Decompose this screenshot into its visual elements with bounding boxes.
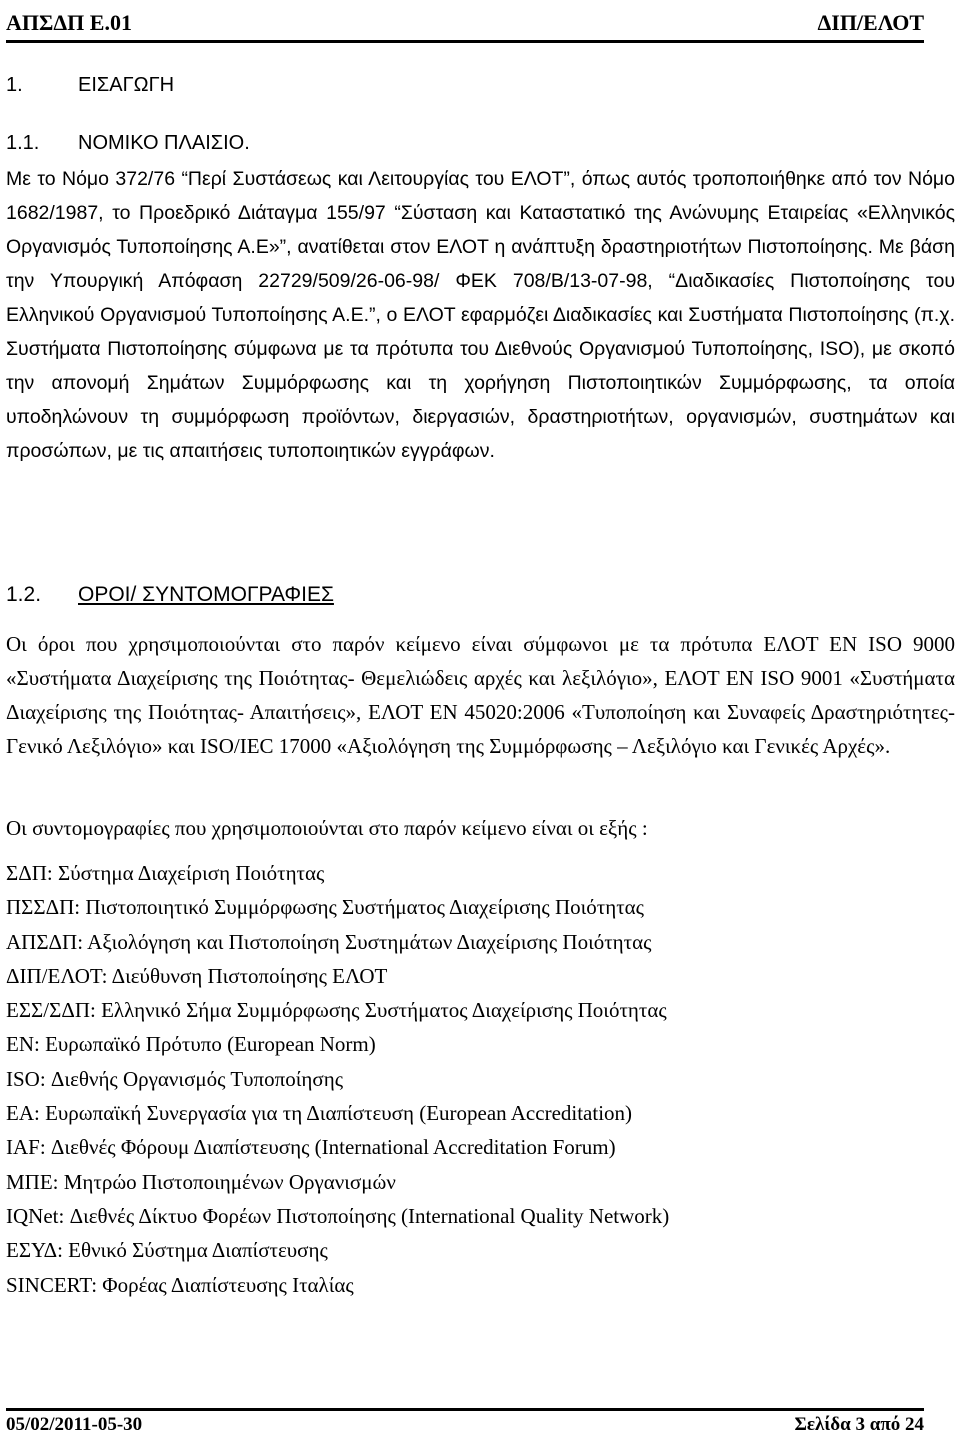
legal-framework-paragraph: Με το Νόμο 372/76 “Περί Συστάσεως και Λειτουργίας του ΕΛΟΤ”, όπως αυτός τροποποιήθηκε από τον Νόμο 1682/1987, το Προεδρικό Διάταγμα 155/97 “Σύσταση και Καταστατικό της Ανώνυμης Εταιρείας «Ελληνικός Οργανισμός Τυποποίησης Α.Ε»”, ανατίθεται στον ΕΛΟΤ η ανάπτυξη δραστηριοτήτων Πιστοποίησης. Με βάση την Υπουργική Απόφαση 22729/509/26-06-98/ ΦΕΚ 708/Β/13-07-98, “Διαδικασίες Πιστοποίησης του Ελληνικού Οργανισμού Τυποποίησης Α.Ε.”, ο ΕΛΟΤ εφαρμόζει Διαδικασίες και Συστήματα Πιστοποίησης (π.χ. Συστήματα Πιστοποίησης σύμφωνα με τα πρότυπα του Διεθνούς Οργανισμού Τυποποίησης, ISO), με σκοπό την απονομή Σημάτων Συμμόρφωσης και τη χορήγηση Πιστοποιητικών Συμμόρφωσης, τα οποία υποδηλώνουν τη συμμόρφωση προϊόντων, διεργασιών, δραστηριοτήτων, οργανισμών, συστημάτων και προσώπων, με τις απαιτήσεις τυποποιητικών εγγράφων. bbox=[6, 168, 955, 462]
abbreviation-item: ΑΠΣΔΠ: Αξιολόγηση και Πιστοποίηση Συστημάτων Διαχείρισης Ποιότητας bbox=[6, 929, 652, 954]
abbreviations-list bbox=[6, 856, 955, 1302]
section-title: ΝΟΜΙΚΟ ΠΛΑΙΣΙΟ. bbox=[78, 132, 250, 154]
page-footer bbox=[6, 1408, 924, 1435]
abbreviation-item: ΔΙΠ/ΕΛΟΤ: Διεύθυνση Πιστοποίησης ΕΛΟΤ bbox=[6, 963, 388, 988]
section-heading-legal-framework bbox=[6, 132, 250, 155]
section-heading-introduction bbox=[6, 74, 174, 97]
section-title: ΕΙΣΑΓΩΓΗ bbox=[78, 74, 175, 96]
abbreviation-item: IQNet: Διεθνές Δίκτυο Φορέων Πιστοποίησης (International Quality Network) bbox=[6, 1203, 670, 1228]
abbreviation-item: ΕΝ: Ευρωπαϊκό Πρότυπο (European Norm) bbox=[6, 1032, 376, 1057]
section-number: 1.2. bbox=[6, 583, 42, 606]
page-header bbox=[6, 10, 924, 43]
document-code: ΑΠΣΔΠ Ε.01 bbox=[6, 10, 132, 35]
abbreviation-item: ΕΣΣ/ΣΔΠ: Ελληνικό Σήμα Συμμόρφωσης Συστήματος Διαχείρισης Ποιότητας bbox=[6, 998, 667, 1023]
section-heading-terms bbox=[6, 583, 334, 607]
page-number: Σελίδα 3 από 24 bbox=[794, 1414, 924, 1435]
abbreviation-item: ΠΣΣΔΠ: Πιστοποιητικό Συμμόρφωσης Συστήματος Διαχείρισης Ποιότητας bbox=[6, 895, 644, 920]
department-code: ΔΙΠ/ΕΛΟΤ bbox=[817, 10, 924, 35]
section-number: 1.1. bbox=[6, 132, 40, 154]
abbreviation-item: ΜΠΕ: Μητρώο Πιστοποιημένων Οργανισμών bbox=[6, 1169, 396, 1194]
abbreviation-item: ΕΑ: Ευρωπαϊκή Συνεργασία για τη Διαπίστευση (European Accreditation) bbox=[6, 1101, 633, 1126]
section-title: ΟΡΟΙ/ ΣΥΝΤΟΜΟΓΡΑΦΙΕΣ bbox=[78, 583, 334, 606]
abbreviation-item: IAF: Διεθνές Φόρουμ Διαπίστευσης (International Accreditation Forum) bbox=[6, 1135, 616, 1160]
abbreviation-item: ΣΔΠ: Σύστημα Διαχείριση Ποιότητας bbox=[6, 861, 325, 885]
abbreviation-item: ISO: Διεθνής Οργανισμός Τυποποίησης bbox=[6, 1066, 344, 1091]
terms-paragraph: Οι όροι που χρησιμοποιούνται στο παρόν κείμενο είναι σύμφωνοι με τα πρότυπα ΕΛΟΤ ΕΝ ISO 9000 «Συστήματα Διαχείρισης της Ποιότητας- Θεμελιώδεις αρχές και λεξιλόγιο», ΕΛΟΤ ΕΝ ISO 9001 «Συστήματα Διαχείρισης της Ποιότητας- Απαιτήσεις», ΕΛΟΤ ΕΝ 45020:2006 «Τυποποίηση και Συναφείς Δραστηριότητες- Γενικό Λεξιλόγιο» και ISO/IEC 17000 «Αξιολόγηση της Συμμόρφωσης – Λεξιλόγιο και Γενικές Αρχές». bbox=[6, 632, 955, 758]
abbreviations-intro: Οι συντομογραφίες που χρησιμοποιούνται στο παρόν κείμενο είναι οι εξής : bbox=[6, 816, 648, 840]
abbreviation-item: ΕΣΥΔ: Εθνικό Σύστημα Διαπίστευσης bbox=[6, 1238, 328, 1263]
revision-date: 05/02/2011-05-30 bbox=[6, 1414, 143, 1435]
section-number: 1. bbox=[6, 74, 23, 96]
abbreviation-item: SINCERT: Φορέας Διαπίστευσης Ιταλίας bbox=[6, 1272, 354, 1297]
